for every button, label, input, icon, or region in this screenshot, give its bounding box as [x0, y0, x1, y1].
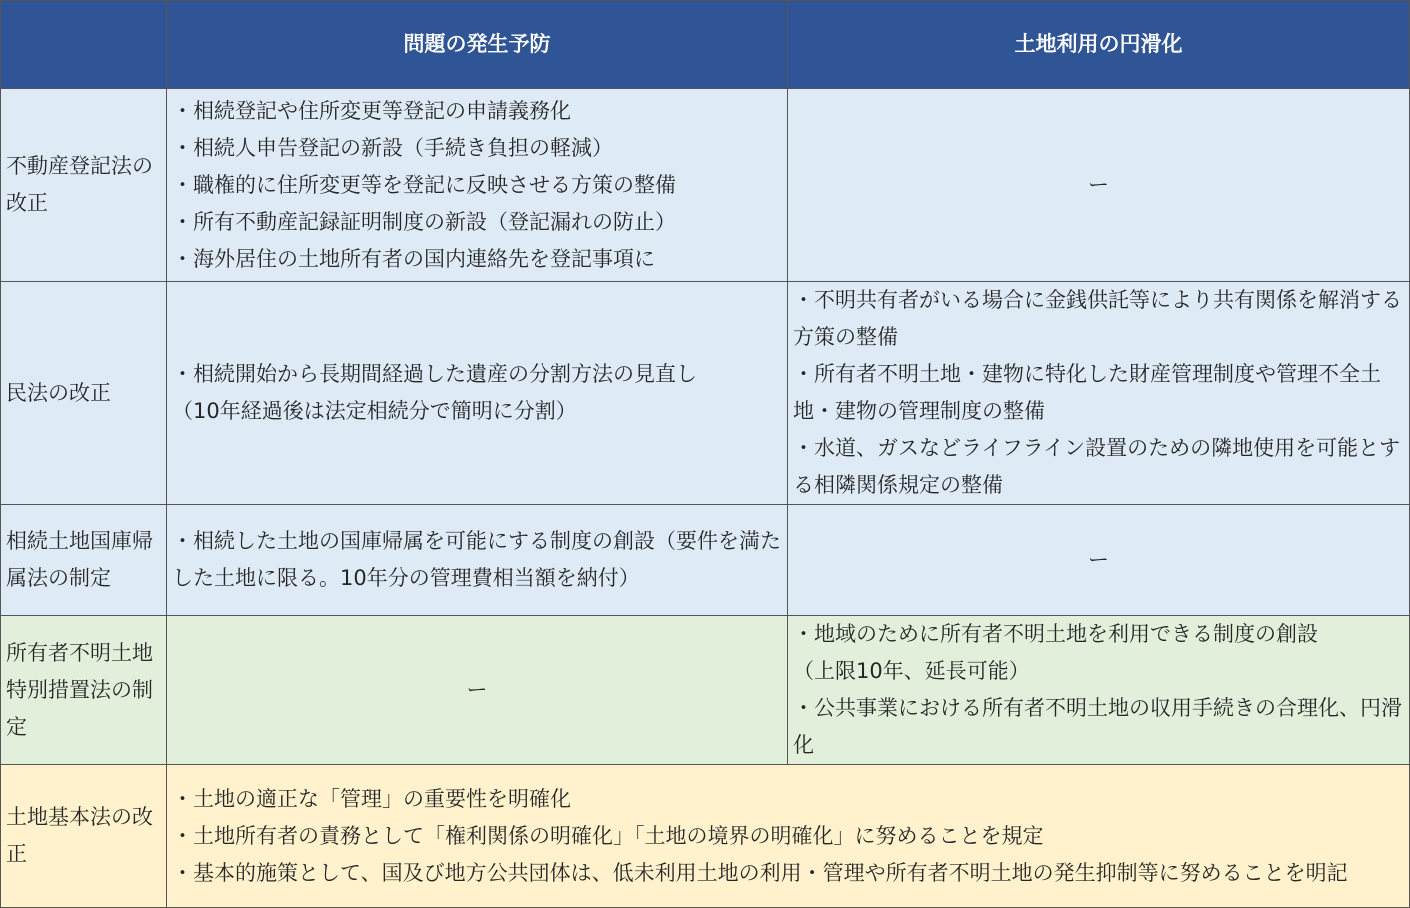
- row-land-use-cell: [788, 282, 1410, 505]
- row-prevention-cell: [167, 282, 788, 505]
- row-land-use-cell: ー: [788, 89, 1410, 282]
- list-item: ・所有者不明土地・建物に特化した財産管理制度や管理不全土地・建物の管理制度の整備: [793, 362, 1381, 423]
- list-item: ・相続人申告登記の新設（手続き負担の軽減）: [172, 135, 613, 160]
- row-label: 民法の改正: [1, 282, 167, 505]
- list-item: （10年経過後は法定相続分で簡明に分割）: [172, 399, 577, 423]
- row-prevention-cell: ー: [167, 616, 788, 765]
- row-label: 土地基本法の改正: [1, 765, 167, 908]
- list-item: ・土地所有者の責務として「権利関係の明確化」「土地の境界の明確化」に努めることを規定: [172, 823, 1044, 848]
- header-land-use: 土地利用の円滑化: [788, 1, 1410, 89]
- row-label: 不動産登記法の改正: [1, 89, 167, 282]
- row-land-use-cell: ー: [788, 505, 1410, 616]
- table-row: [1, 282, 1410, 505]
- list-item: ・海外居住の土地所有者の国内連絡先を登記事項に: [172, 246, 655, 271]
- row-land-use-cell: [788, 616, 1410, 765]
- row-prevention-cell: [167, 89, 788, 282]
- list-item: ・所有不動産記録証明制度の新設（登記漏れの防止）: [172, 209, 676, 234]
- list-item: ・土地の適正な「管理」の重要性を明確化: [172, 786, 571, 811]
- header-prevention: 問題の発生予防: [167, 1, 788, 89]
- row-label: 相続土地国庫帰属法の制定: [1, 505, 167, 616]
- row-label: 所有者不明土地特別措置法の制定: [1, 616, 167, 765]
- list-item: ・不明共有者がいる場合に金銭供託等により共有関係を解消する方策の整備: [793, 288, 1402, 349]
- row-prevention-cell: [167, 505, 788, 616]
- header-row: [1, 1, 1410, 89]
- table-row: [1, 505, 1410, 616]
- list-item: ・水道、ガスなどライフライン設置のための隣地使用を可能とする相隣関係規定の整備: [793, 436, 1401, 497]
- list-item: ・相続した土地の国庫帰属を可能にする制度の創設（要件を満たした土地に限る。10年分の管理費相当額を納付）: [172, 529, 781, 590]
- list-item: ・相続登記や住所変更等登記の申請義務化: [172, 98, 571, 123]
- list-item: ・相続開始から長期間経過した遺産の分割方法の見直し: [172, 362, 697, 386]
- list-item: （上限10年、延長可能）: [793, 659, 1030, 683]
- table-row: [1, 765, 1410, 908]
- list-item: ・基本的施策として、国及び地方公共団体は、低未利用土地の利用・管理や所有者不明土地の発生抑制等に努めることを明記: [172, 860, 1348, 885]
- list-item: ・公共事業における所有者不明土地の収用手続きの合理化、円滑化: [793, 696, 1402, 757]
- list-item: ・地域のために所有者不明土地を利用できる制度の創設: [793, 622, 1318, 646]
- list-item: ・職権的に住所変更等を登記に反映させる方策の整備: [172, 172, 676, 197]
- table-row: [1, 616, 1410, 765]
- table-row: [1, 89, 1410, 282]
- header-corner: [1, 1, 167, 89]
- row-merged-cell: [167, 765, 1410, 908]
